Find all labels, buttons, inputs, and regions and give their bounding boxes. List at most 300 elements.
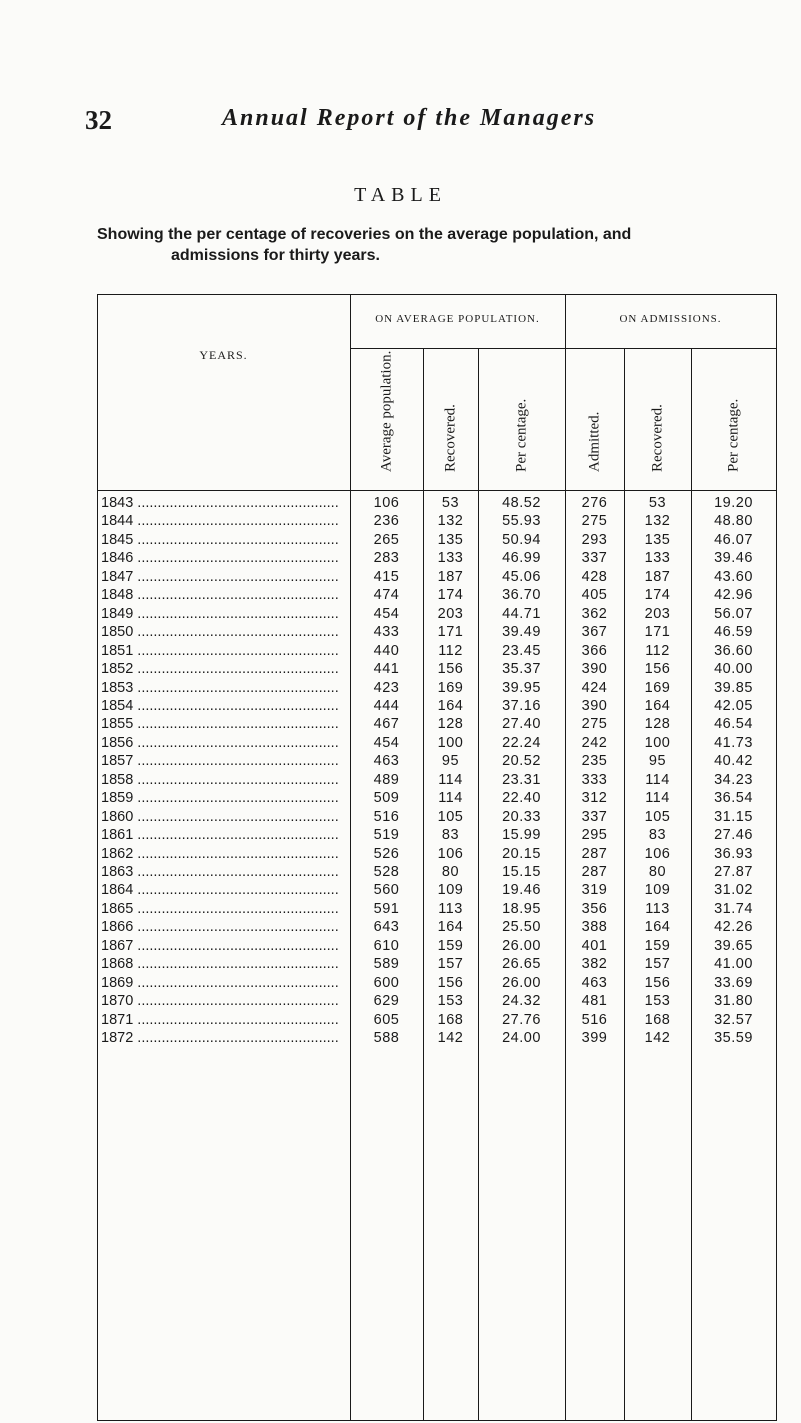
cell-admitted: 312 (581, 790, 608, 807)
group-header-population: ON AVERAGE POPULATION. (375, 313, 540, 325)
cell-recovered-admissions: 105 (644, 808, 671, 825)
table-row (97, 606, 777, 625)
cell-admitted: 399 (581, 1030, 608, 1047)
col-header-recovered-admissions (624, 357, 691, 487)
cell-percentage-admissions: 46.59 (714, 624, 753, 641)
year-value: 1858 (101, 771, 134, 788)
table-row (97, 550, 777, 569)
cell-admitted: 401 (581, 937, 608, 954)
cell-admitted: 367 (581, 624, 608, 641)
cell-admitted: 362 (581, 605, 608, 622)
group-divider-rule (350, 348, 776, 349)
cell-average-population: 415 (373, 568, 400, 585)
cell-percentage-population: 55.93 (502, 513, 541, 530)
table-row (97, 513, 777, 532)
cell-percentage-population: 20.33 (502, 808, 541, 825)
cell-admitted: 366 (581, 642, 608, 659)
cell-year (101, 532, 347, 548)
cell-recovered-population: 171 (437, 624, 464, 641)
cell-year (101, 772, 347, 788)
cell-percentage-population: 19.46 (502, 882, 541, 899)
cell-recovered-admissions: 156 (644, 974, 671, 991)
cell-average-population: 444 (373, 697, 400, 714)
cell-recovered-admissions: 153 (644, 993, 671, 1010)
year-value: 1870 (101, 993, 134, 1010)
cell-percentage-admissions: 33.69 (714, 974, 753, 991)
dot-leader: .................................................. (133, 495, 339, 511)
cell-recovered-population: 109 (437, 882, 464, 899)
running-title: Annual Report of the Managers (222, 105, 597, 131)
cell-admitted: 275 (581, 513, 608, 530)
year-value: 1843 (101, 495, 134, 511)
dot-leader: .................................................. (133, 661, 339, 678)
table-row (97, 643, 777, 662)
year-value: 1848 (101, 587, 134, 604)
dot-leader: .................................................. (133, 734, 339, 751)
year-value: 1869 (101, 974, 134, 991)
cell-recovered-admissions: 203 (644, 605, 671, 622)
cell-admitted: 295 (581, 827, 608, 844)
cell-average-population: 589 (373, 956, 400, 973)
dot-leader: .................................................. (133, 587, 339, 604)
dot-leader: .................................................. (133, 900, 339, 917)
cell-percentage-population: 22.40 (502, 790, 541, 807)
cell-admitted: 276 (581, 495, 608, 511)
cell-year (101, 882, 347, 898)
page-header (85, 93, 741, 133)
cell-year (101, 938, 347, 954)
cell-recovered-population: 83 (441, 827, 460, 844)
col-header-label: Admitted. (586, 411, 602, 472)
table-row (97, 698, 777, 717)
table-row (97, 956, 777, 975)
year-value: 1865 (101, 900, 134, 917)
cell-average-population: 441 (373, 661, 400, 678)
table-title: TABLE (354, 184, 447, 206)
cell-recovered-population: 157 (437, 956, 464, 973)
cell-admitted: 319 (581, 882, 608, 899)
cell-year (101, 680, 347, 696)
cell-percentage-population: 23.31 (502, 771, 541, 788)
table-row (97, 661, 777, 680)
cell-admitted: 382 (581, 956, 608, 973)
cell-average-population: 629 (373, 993, 400, 1010)
cell-year (101, 643, 347, 659)
cell-recovered-population: 128 (437, 716, 464, 733)
cell-average-population: 516 (373, 808, 400, 825)
year-value: 1845 (101, 531, 134, 548)
col-header-average-population (350, 350, 423, 487)
table-row (97, 882, 777, 901)
caption-line-2: admissions for thirty years. (171, 247, 380, 264)
cell-recovered-population: 174 (437, 587, 464, 604)
years-header: YEARS. (199, 348, 248, 362)
cell-admitted: 337 (581, 550, 608, 567)
cell-year (101, 919, 347, 935)
cell-average-population: 643 (373, 919, 400, 936)
cell-recovered-population: 113 (438, 900, 463, 917)
col-header-recovered-population (423, 357, 478, 487)
year-value: 1868 (101, 956, 134, 973)
cell-average-population: 509 (373, 790, 400, 807)
cell-year (101, 550, 347, 566)
cell-average-population: 489 (373, 771, 400, 788)
table-row (97, 790, 777, 809)
dot-leader: .................................................. (133, 882, 339, 899)
cell-average-population: 106 (373, 495, 400, 511)
col-header-label: Average population. (378, 350, 394, 472)
cell-percentage-population: 15.15 (502, 864, 541, 880)
cell-year (101, 827, 347, 843)
cell-recovered-admissions: 112 (645, 642, 670, 659)
cell-recovered-population: 105 (437, 808, 464, 825)
cell-percentage-population: 20.15 (502, 845, 541, 862)
cell-admitted: 242 (581, 734, 608, 751)
dot-leader: .................................................. (133, 864, 339, 880)
cell-recovered-population: 203 (437, 605, 464, 622)
table-top-rule (97, 294, 777, 295)
year-value: 1847 (101, 568, 134, 585)
dot-leader: .................................................. (133, 753, 339, 770)
col-header-label: Recovered. (442, 404, 458, 472)
cell-percentage-admissions: 39.85 (714, 679, 753, 696)
year-value: 1860 (101, 808, 134, 825)
cell-percentage-admissions: 19.20 (714, 495, 753, 511)
cell-year (101, 513, 347, 529)
cell-percentage-population: 15.99 (502, 827, 541, 844)
group-header-admissions: ON ADMISSIONS. (619, 313, 722, 325)
table-row (97, 1030, 777, 1049)
col-header-admitted (565, 357, 624, 487)
cell-recovered-admissions: 109 (644, 882, 671, 899)
dot-leader: .................................................. (133, 679, 339, 696)
dot-leader: .................................................. (133, 790, 339, 807)
cell-percentage-admissions: 31.74 (714, 900, 753, 917)
cell-recovered-admissions: 164 (644, 697, 671, 714)
cell-admitted: 390 (581, 661, 608, 678)
cell-percentage-admissions: 48.80 (714, 513, 753, 530)
table-row (97, 1012, 777, 1031)
dot-leader: .................................................. (133, 1030, 339, 1047)
year-value: 1856 (101, 734, 134, 751)
cell-recovered-admissions: 187 (644, 568, 671, 585)
dot-leader: .................................................. (133, 697, 339, 714)
table-row (97, 809, 777, 828)
year-value: 1852 (101, 661, 134, 678)
cell-year (101, 901, 347, 917)
table-row (97, 680, 777, 699)
cell-recovered-population: 80 (441, 864, 460, 880)
cell-average-population: 440 (373, 642, 400, 659)
cell-percentage-admissions: 35.59 (714, 1030, 753, 1047)
cell-admitted: 235 (581, 753, 608, 770)
cell-recovered-admissions: 114 (645, 771, 670, 788)
cell-average-population: 467 (373, 716, 400, 733)
col-header-percentage-admissions (691, 357, 776, 487)
cell-percentage-admissions: 27.87 (714, 864, 753, 880)
cell-recovered-admissions: 159 (644, 937, 671, 954)
cell-percentage-admissions: 39.46 (714, 550, 753, 567)
cell-recovered-admissions: 168 (644, 1011, 671, 1028)
cell-recovered-admissions: 106 (644, 845, 671, 862)
dot-leader: .................................................. (133, 771, 339, 788)
cell-year (101, 975, 347, 991)
cell-percentage-population: 37.16 (502, 697, 541, 714)
dot-leader: .................................................. (133, 550, 339, 567)
cell-recovered-admissions: 128 (644, 716, 671, 733)
cell-recovered-admissions: 156 (644, 661, 671, 678)
cell-average-population: 433 (373, 624, 400, 641)
cell-admitted: 388 (581, 919, 608, 936)
cell-average-population: 591 (373, 900, 400, 917)
table-row (97, 846, 777, 865)
cell-average-population: 454 (373, 605, 400, 622)
cell-recovered-admissions: 132 (644, 513, 671, 530)
cell-recovered-admissions: 142 (644, 1030, 671, 1047)
cell-percentage-population: 35.37 (502, 661, 541, 678)
cell-recovered-population: 156 (437, 661, 464, 678)
col-header-label: Per centage. (513, 398, 529, 472)
table-row (97, 735, 777, 754)
caption-line-1: Showing the per centage of recoveries on the average population, and (97, 226, 632, 243)
table-row (97, 827, 777, 846)
cell-average-population: 560 (373, 882, 400, 899)
cell-average-population: 463 (373, 753, 400, 770)
cell-admitted: 356 (581, 900, 608, 917)
cell-percentage-admissions: 31.02 (714, 882, 753, 899)
cell-percentage-population: 26.65 (502, 956, 541, 973)
cell-percentage-population: 20.52 (502, 753, 541, 770)
cell-year (101, 624, 347, 640)
cell-recovered-population: 53 (441, 495, 460, 511)
dot-leader: .................................................. (133, 827, 339, 844)
cell-percentage-population: 27.40 (502, 716, 541, 733)
cell-admitted: 337 (581, 808, 608, 825)
cell-percentage-admissions: 46.07 (714, 531, 753, 548)
cell-year (101, 753, 347, 769)
year-value: 1863 (101, 864, 134, 880)
cell-admitted: 333 (581, 771, 608, 788)
cell-recovered-admissions: 113 (645, 900, 670, 917)
cell-year (101, 864, 347, 880)
cell-year (101, 846, 347, 862)
cell-recovered-admissions: 80 (648, 864, 667, 880)
cell-percentage-population: 24.00 (502, 1030, 541, 1047)
cell-percentage-admissions: 42.96 (714, 587, 753, 604)
cell-year (101, 956, 347, 972)
cell-percentage-admissions: 31.80 (714, 993, 753, 1010)
cell-percentage-population: 39.49 (502, 624, 541, 641)
cell-recovered-population: 95 (441, 753, 460, 770)
cell-admitted: 390 (581, 697, 608, 714)
year-value: 1849 (101, 605, 134, 622)
cell-recovered-admissions: 174 (644, 587, 671, 604)
cell-year (101, 735, 347, 751)
cell-average-population: 519 (373, 827, 400, 844)
dot-leader: .................................................. (133, 513, 339, 530)
cell-admitted: 481 (581, 993, 608, 1010)
cell-percentage-population: 44.71 (502, 605, 541, 622)
dot-leader: .................................................. (133, 956, 339, 973)
cell-average-population: 236 (373, 513, 400, 530)
table-row (97, 919, 777, 938)
cell-percentage-admissions: 40.42 (714, 753, 753, 770)
cell-percentage-admissions: 43.60 (714, 568, 753, 585)
cell-percentage-admissions: 27.46 (714, 827, 753, 844)
cell-recovered-population: 187 (437, 568, 464, 585)
cell-percentage-population: 36.70 (502, 587, 541, 604)
table-caption (97, 224, 787, 266)
year-value: 1844 (101, 513, 134, 530)
cell-admitted: 424 (581, 679, 608, 696)
recoveries-table (97, 294, 777, 1421)
table-bottom-rule (97, 1420, 777, 1421)
year-value: 1864 (101, 882, 134, 899)
cell-recovered-admissions: 171 (644, 624, 671, 641)
cell-percentage-admissions: 41.73 (714, 734, 753, 751)
dot-leader: .................................................. (133, 1011, 339, 1028)
dot-leader: .................................................. (133, 974, 339, 991)
cell-year (101, 569, 347, 585)
year-value: 1857 (101, 753, 134, 770)
cell-average-population: 526 (373, 845, 400, 862)
cell-percentage-admissions: 56.07 (714, 605, 753, 622)
cell-percentage-population: 27.76 (502, 1011, 541, 1028)
cell-recovered-population: 168 (437, 1011, 464, 1028)
cell-percentage-admissions: 31.15 (714, 808, 753, 825)
table-row (97, 495, 777, 514)
dot-leader: .................................................. (133, 568, 339, 585)
cell-year (101, 790, 347, 806)
cell-recovered-admissions: 95 (648, 753, 667, 770)
cell-average-population: 265 (373, 531, 400, 548)
dot-leader: .................................................. (133, 845, 339, 862)
cell-percentage-population: 46.99 (502, 550, 541, 567)
cell-percentage-population: 22.24 (502, 734, 541, 751)
table-row (97, 569, 777, 588)
col-header-label: Recovered. (649, 404, 665, 472)
table-row (97, 975, 777, 994)
cell-average-population: 588 (373, 1030, 400, 1047)
cell-year (101, 716, 347, 732)
cell-admitted: 405 (581, 587, 608, 604)
cell-percentage-admissions: 46.54 (714, 716, 753, 733)
cell-percentage-admissions: 39.65 (714, 937, 753, 954)
cell-admitted: 287 (581, 864, 608, 880)
cell-recovered-admissions: 169 (644, 679, 671, 696)
page-number: 32 (85, 105, 112, 135)
cell-year (101, 661, 347, 677)
dot-leader: .................................................. (133, 937, 339, 954)
cell-average-population: 423 (373, 679, 400, 696)
cell-recovered-admissions: 114 (645, 790, 670, 807)
cell-average-population: 605 (373, 1011, 400, 1028)
cell-average-population: 474 (373, 587, 400, 604)
dot-leader: .................................................. (133, 605, 339, 622)
cell-admitted: 293 (581, 531, 608, 548)
dot-leader: .................................................. (133, 993, 339, 1010)
dot-leader: .................................................. (133, 531, 339, 548)
dot-leader: .................................................. (133, 919, 339, 936)
table-row (97, 993, 777, 1012)
cell-average-population: 610 (373, 937, 400, 954)
year-value: 1867 (101, 937, 134, 954)
cell-average-population: 454 (373, 734, 400, 751)
cell-recovered-admissions: 157 (644, 956, 671, 973)
cell-percentage-population: 24.32 (502, 993, 541, 1010)
cell-recovered-population: 106 (437, 845, 464, 862)
year-value: 1854 (101, 697, 134, 714)
cell-recovered-population: 135 (437, 531, 464, 548)
table-row (97, 532, 777, 551)
cell-percentage-admissions: 42.05 (714, 697, 753, 714)
cell-average-population: 600 (373, 974, 400, 991)
cell-percentage-population: 45.06 (502, 568, 541, 585)
cell-year (101, 993, 347, 1009)
cell-percentage-population: 18.95 (502, 900, 541, 917)
cell-recovered-admissions: 164 (644, 919, 671, 936)
year-value: 1859 (101, 790, 134, 807)
year-value: 1846 (101, 550, 134, 567)
cell-percentage-admissions: 40.00 (714, 661, 753, 678)
cell-admitted: 463 (581, 974, 608, 991)
cell-percentage-admissions: 41.00 (714, 956, 753, 973)
year-value: 1862 (101, 845, 134, 862)
cell-recovered-population: 142 (437, 1030, 464, 1047)
cell-recovered-population: 133 (437, 550, 464, 567)
year-value: 1866 (101, 919, 134, 936)
cell-year (101, 1030, 347, 1046)
cell-recovered-population: 169 (437, 679, 464, 696)
cell-recovered-admissions: 135 (644, 531, 671, 548)
cell-admitted: 275 (581, 716, 608, 733)
year-value: 1871 (101, 1011, 134, 1028)
dot-leader: .................................................. (133, 808, 339, 825)
cell-year (101, 698, 347, 714)
cell-percentage-admissions: 32.57 (714, 1011, 753, 1028)
cell-percentage-population: 25.50 (502, 919, 541, 936)
table-row (97, 772, 777, 791)
cell-percentage-population: 39.95 (502, 679, 541, 696)
cell-percentage-admissions: 36.54 (714, 790, 753, 807)
year-value: 1853 (101, 679, 134, 696)
cell-admitted: 428 (581, 568, 608, 585)
cell-recovered-admissions: 83 (648, 827, 667, 844)
col-header-percentage-population (478, 357, 565, 487)
cell-percentage-admissions: 34.23 (714, 771, 753, 788)
cell-recovered-population: 100 (437, 734, 464, 751)
year-value: 1872 (101, 1030, 134, 1047)
table-row (97, 716, 777, 735)
cell-recovered-population: 132 (437, 513, 464, 530)
cell-year (101, 606, 347, 622)
cell-admitted: 287 (581, 845, 608, 862)
cell-year (101, 495, 347, 511)
cell-recovered-population: 114 (438, 771, 463, 788)
cell-recovered-admissions: 100 (644, 734, 671, 751)
cell-recovered-population: 159 (437, 937, 464, 954)
cell-recovered-population: 153 (437, 993, 464, 1010)
cell-admitted: 516 (581, 1011, 608, 1028)
year-value: 1850 (101, 624, 134, 641)
cell-percentage-admissions: 36.60 (714, 642, 753, 659)
cell-recovered-population: 156 (437, 974, 464, 991)
dot-leader: .................................................. (133, 642, 339, 659)
cell-recovered-population: 112 (438, 642, 463, 659)
dot-leader: .................................................. (133, 624, 339, 641)
table-row (97, 938, 777, 957)
table-row (97, 587, 777, 606)
